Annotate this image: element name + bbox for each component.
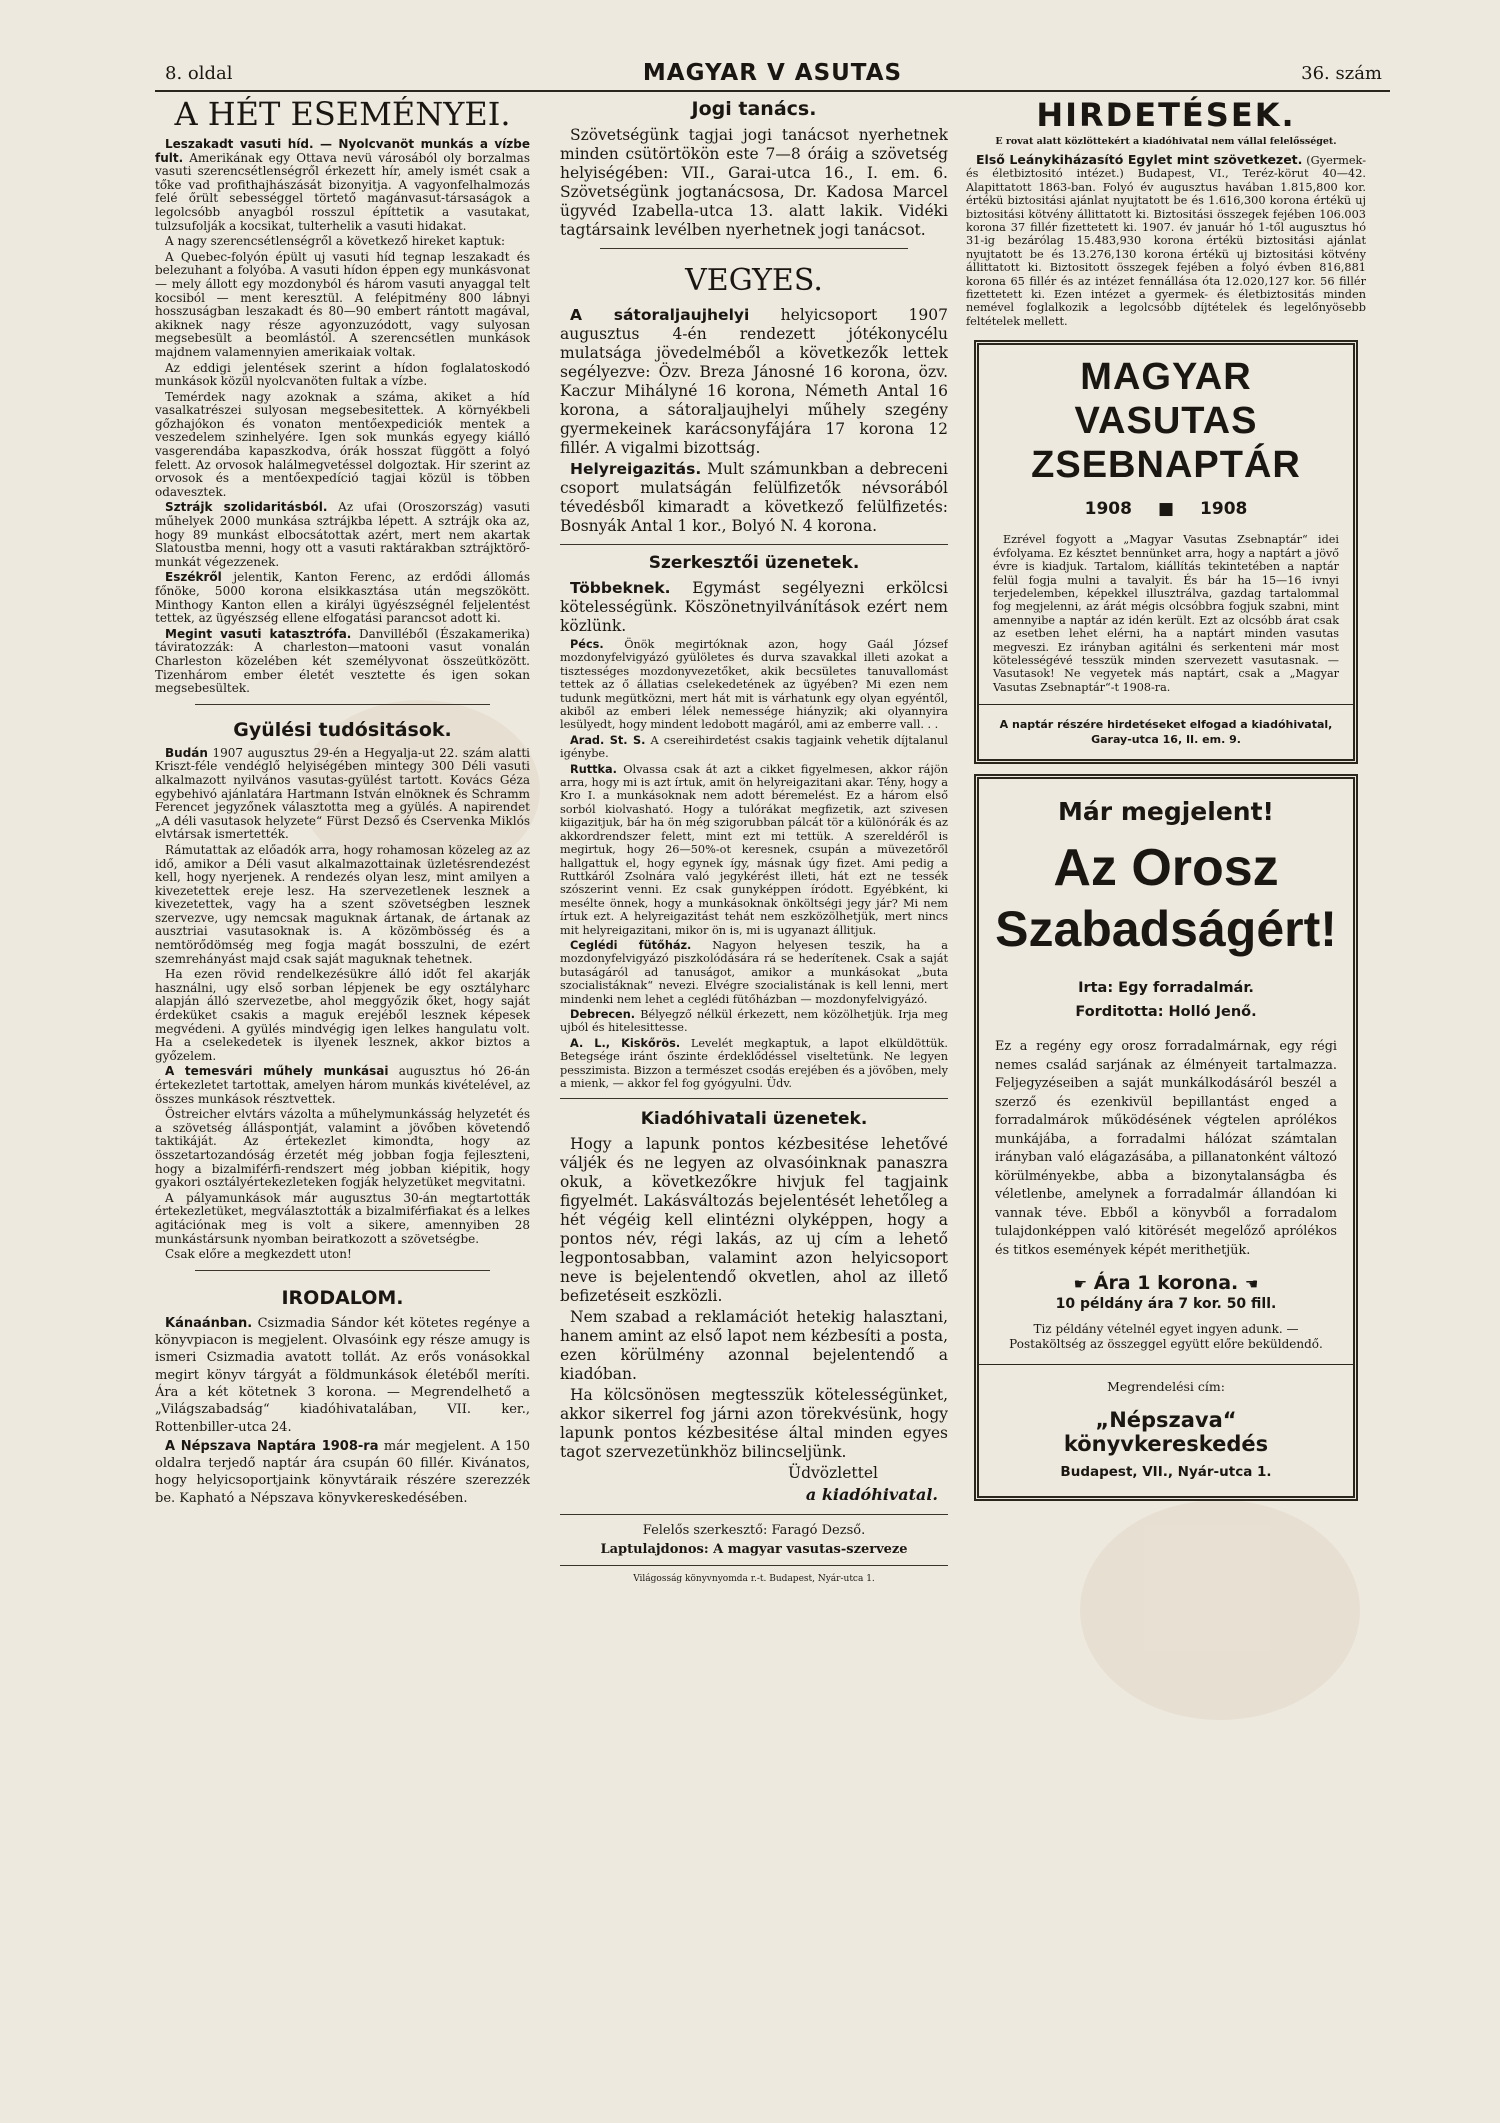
article-lead: Debrecen.: [570, 1007, 636, 1021]
article-lead: Első Leánykiházasító Egylet mint szövetkezet.: [976, 152, 1303, 167]
pointing-hand-icon: ☛: [1073, 1275, 1088, 1294]
article-paragraph: [560, 763, 948, 937]
article-lead: A temesvári műhely munkásai: [165, 1064, 389, 1079]
article-paragraph: [560, 460, 948, 536]
article-lead: A sátoraljaujhelyi: [570, 306, 750, 324]
book-announcement: Már megjelent!: [1058, 797, 1274, 827]
article-lead: Eszékről: [165, 570, 222, 585]
article-paragraph: [155, 1438, 530, 1507]
issue-number: 36. szám: [1301, 63, 1382, 84]
divider: [195, 1270, 490, 1271]
divider: [195, 704, 490, 705]
article-paragraph: Temérdek nagy azoknak a száma, akiket a híd vasalkatrészei sulyosan megsebesitettek. A környékbeli gőzhajókon és vonaton mentőexpediciók mentek a veszedelem szinhelyére. Igen sok munkás egyegy kiálló vasgerendába kapaszkodva, órák hosszat függött a folyó felett. Az orvosok halálmegvetéssel dolgoztak. Hir szerint az orvosok és a mentőexpedíció tagjai közül is többen odavesztek.: [155, 389, 530, 499]
article-lead: Pécs.: [570, 638, 604, 651]
masthead-title: MAGYAR V ASUTAS: [642, 60, 903, 86]
article-text: Az ufai (Oroszország) vasuti műhelyek 2000 munkása sztrájkba lépett. A sztrájk oka az, hogy 89 munkást elbocsátottak azért, mert nem akartak Slatoustba menni, hogy ott a vasuti raktárakban sztrájktörő-munkát végezzenek.: [155, 500, 530, 569]
article-paragraph: Csak előre a megkezdett uton!: [165, 1247, 352, 1262]
calendar-ad-box: [974, 340, 1358, 764]
article-text: 1907 augusztus 29-én a Hegyalja-ut 22. szám alatti Kriszt-féle vendéglő helyiségében mintegy 300 Déli vasuti alkalmazott nyilvános vasutas-gyülést tartott. Kovács Géza egybehivó ajánlatára Hartmann István elnöknek és Schramm Ferencet jegyzőnek választotta meg a gyülés. A napirendet „A déli vasutasok helyzete“ Fürst Dezső és Cservenka Miklós elvtársak ismertették.: [155, 745, 530, 842]
article-lead: Budán: [165, 745, 208, 760]
article-paragraph: Hogy a lapunk pontos kézbesitése lehetővé váljék és ne legyen az olvasóinknak panaszra okuk, a következőkre hivjuk fel tagjaink figyelmét. Lakásváltozás bejelentését lehetőleg a hét végéig kell elintézni olyképpen, hogy a pontos név, régi lakás, az uj cím a lehető legpontosabban, valamint azon helyicsoport neve is bejelentendő okvetlen, ahol az illető befizetéseit eszközli.: [560, 1135, 948, 1306]
article-paragraph: [155, 138, 530, 233]
article-paragraph: [560, 579, 948, 636]
article-lead: Ruttka.: [570, 762, 617, 776]
article-text: Olvassa csak át azt a cikket figyelmesen, akkor rájön arra, hogy mi is azt írtuk, amit ön helyreigazitani akar. Tény, hogy a Kro I. a munkásoknak nem adott béremelést. Ez a három első sorból kiolvasható. Hogy a tulórákat megfizetik, azt szivesen kiigazitjuk, bár ha ön még szigorubban pálcát tör a különórák és az akkordrendszer felett, mint ezt mi tettük. A szereldéről is megirtuk, hogy 26—50%-ot keresnek, csupán a müvezetőről hallgattuk el, hogy egynek így, másnak úgy fizet. Ami pedig a Ruttkáról Zsolnára való jegykérést illeti, hát ezt ne tessék szószerint venni. Ez csak gunyképpen íródott. Egyébként, ki meséltе önnek, hogy a munkásoknak önköltségi jegy jár? Mi nem írtuk ezt. A helyreigazitást tehát nem eszközölhetjük, mert nincs mit helyreigazitani, mikor ön is, mi is ugyanazt állitjuk.: [560, 762, 948, 937]
article-text: Danvilléből (Északamerika) táviratozzák: A charleston—matooni vasut vonalán Charleston közelében két személyvonat összeütközött. Tizenhárom ember életét vesztette és igen sokan megsebesültek.: [155, 626, 530, 696]
article-text: Csizmadia Sándor két kötetes regénye a könyvpiacon is megjelent. Olvasóink egy része amugy is ismeri Csizmadia avatott tollát. Az erős vonásokkal megirt könyv tárgyát a földmunkások életéből meríti. Ára a két kötetnek 3 korona. — Megrendelhető a „Világszabadság“ kiadóhivatalában, VII. ker., Rottenbiller-utca 24.: [155, 1315, 530, 1435]
signature: a kiadóhivatal.: [805, 1485, 938, 1505]
article-lead: Leszakadt vasuti híd. — Nyolcvanöt munkás a vízbe fult.: [155, 137, 530, 165]
book-ad-box: [974, 774, 1358, 1501]
article-lead: A. L., Kiskőrös.: [570, 1036, 681, 1050]
article-paragraph: [155, 501, 530, 569]
article-text: Egymást segélyezni erkölcsi kötelességünk. Köszönetnyilvánítások ezért nem közlünk.: [560, 579, 948, 635]
article-paragraph: A nagy szerencsétlenségről a következő hireket kaptuk:: [165, 234, 506, 249]
article-paragraph: [560, 1008, 948, 1035]
section-title-meetings: Gyülési tudósitások.: [233, 718, 452, 741]
article-paragraph: Östreicher elvtárs vázolta a műhelymunkásság helyzetét és a szövetség álláspontját, valamint a jövőben követendő taktikáját. Az értekezlet kimondta, hogy az összetartozandóság érzetét még jobban fogja fejleszteni, hogy a bizalmiférfi-rendszert még jobban kiépitik, hogy gyakori osztályértekezleteken fogják helyzetüket megvitatni.: [155, 1107, 530, 1190]
article-paragraph: [560, 1037, 948, 1091]
column-1: [155, 96, 530, 2016]
column-3: [966, 96, 1366, 2026]
calendar-title-2: ZSEBNAPTÁR: [1031, 444, 1301, 487]
article-text: augusztus hó 26-án értekezletet tartottak, amelyen három munkás kivételével, az összes munkások résztvettek.: [155, 1064, 530, 1106]
article-lead: Kánaánban.: [165, 1315, 253, 1331]
closing-greeting: Üdvözlettel: [788, 1464, 878, 1483]
page-header: [155, 58, 1390, 92]
article-text: Bélyegző nélkül érkezett, nem közölhetjük. Irja meg ujból és hitelesittesse.: [560, 1007, 948, 1035]
article-lead: Sztrájk szolidaritásból.: [165, 500, 328, 515]
article-paragraph: [155, 747, 530, 842]
year-left: 1908: [1084, 499, 1132, 520]
section-title-literature: IRODALOM.: [281, 1286, 404, 1309]
article-paragraph: [155, 628, 530, 696]
book-title-1: Az Orosz: [1053, 839, 1279, 898]
article-lead: Ceglédi fütőház.: [570, 938, 692, 952]
article-paragraph: A pályamunkások már augusztus 30-án megtartották értekezletüket, megválasztották a bizalmiférfiakat és a lelkes agitációnak meg is volt a sikere, amennyiben 28 munkástársunk nyomban beiratkozott a szövetségbe.: [155, 1190, 530, 1246]
book-credits: [995, 976, 1337, 1024]
divider: [600, 248, 908, 249]
section-title-events: A HÉT ESEMÉNYEI.: [174, 96, 511, 133]
article-text: jelentik, Kanton Ferenc, az erdődi állomás főnöke, 5000 korona elsikkasztása után megszökött. Minthogy Kanton ellen a királyi ügyészségnél feljelentést tettek, az ügyészség ellene elfogatási parancsot adott ki.: [155, 570, 530, 626]
calendar-description: Ezrével fogyott a „Magyar Vasutas Zsebnaptár“ idei évfolyama. Ez késztet bennünket arra, hogy a naptárt a jövő évre is kiadjuk. Tartalom, kiállítás tekintetében a naptár felül fogja mulni a tavalyit. És bár ha 15—16 ivnyi terjedelemben, képekkel illusztrálva, gazdag tartalommal fog megjelenni, az árát mégis olcsóbbra fogjuk szabni, mint amennyibe a naptár az idén került. Ezt az olcsóbb árat csak az esetben lehet elérni, ha a naptárt minden vasutas megveszi. Ez irányban agitálni és serkenteni már most kötelességévé tesszük minden szervezett vasutasnak. — Vasutasok! Ne vegyetek más naptárt, csak a „Magyar Vasutas Zsebnaptár“-t 1908-ra.: [993, 533, 1339, 694]
book-bulk-price: 10 példány ára 7 kor. 50 fill.: [1055, 1296, 1277, 1313]
article-text: helyicsoport 1907 augusztus 4-én rendezett jótékonycélu mulatsága jövedelméből a következők lettek segélyezve: Özv. Breza Jánosné 16 korona, özv. Kaczur Mihályné 16 korona, Németh Antal 16 korona, a sátoraljaujhelyi műhely szegény gyermekeinek karácsonyfájára 17 korona 12 fillér. A vigalmi bizottság.: [560, 306, 948, 457]
section-title-ads: HIRDETÉSEK.: [1036, 96, 1296, 134]
section-title-editorial: Szerkesztői üzenetek.: [648, 553, 860, 573]
book-description: Ez a regény egy orosz forradalmárnak, egy régi nemes család sarjának az élményeit tartalmazza. Feljegyzéseiben a saját munkálkodásáról beszél a szerző és ezenkivül bepillantást enged a forradalmárok működésének végtelen aprólékos munkájába, a forradalmi hálózat számtalan irányban való elágazásába, a pillanatonként változó körülményekbe, abba a bizonytalanságba és véletlenbe, amelynek a forradalmár állandóan ki vannak téve. Ebből a könyvből a forradalom tulajdonképpen való kitörését megelőző aprólékos és titkos események képét merithetjük.: [995, 1039, 1337, 1258]
responsible-editor: Felelős szerkesztő: Faragó Dezső.: [642, 1523, 866, 1539]
article-paragraph: [560, 638, 948, 732]
section-title-publisher: Kiadóhivatali üzenetek.: [640, 1109, 868, 1130]
article-paragraph: [560, 734, 948, 761]
book-price: [995, 1272, 1337, 1294]
section-title-legal: Jogi tanács.: [691, 98, 817, 120]
article-paragraph: [155, 1065, 530, 1106]
article-text: A csereihirdetést csakis tagjaink vehetik díjtalanul igénybe.: [560, 733, 948, 761]
article-lead: Megint vasuti katasztrófa.: [165, 626, 352, 641]
article-paragraph: [155, 1315, 530, 1436]
article-paragraph: [155, 571, 530, 625]
article-text: Mult számunkban a debreceni csoport mulatságán felülfizetők névsorából tévedésből kimaradt a következő felülfizetés: Bosnyák Antal 1 kor., Bolyó N. 4 korona.: [560, 460, 948, 535]
section-title-misc: VEGYES.: [685, 263, 823, 298]
article-text: Amerikának egy Ottava nevü városából oly borzalmas vasuti szerencsétlenségről érkezett hír, amely ismét csak a tőke vad profithajhászását bizonyitja. A vagyonfelhalmozás felé őrült sebességgel törtető magánvasut-társaságok a legolcsóbb anyagból rosszul építtetik a vasutakat, tulzsufolják a kocsikat, tulterhelik a vasuti hidakat.: [155, 150, 530, 233]
divider: [560, 1514, 948, 1515]
column-2: [560, 96, 948, 2016]
page-number: 8. oldal: [165, 63, 233, 84]
article-text: (Gyermek- és életbiztositó intézet.) Budapest, VI., Teréz-körut 40—42. Alapittatott 1863-ban. Folyó év augusztus havában 1.815,800 kor. értékü biztositási ajánlat nyujtatott be és 1.616,300 korona értékü uj biztositási kötvény állittatott ki. Biztositási összegek fejében 106.003 korona 37 fillér fizettetett ki. 1907. év január hó 1-től augusztus hó 31-ig bezárólag 15.483,930 korona értékü biztositási ajánlat nyujtatott be és 13.276,130 korona értékü uj biztositási kötvény állittatott ki. Biztositott összegek fejében a folyó évben 816,881 korona 65 fillér és az intézet fennállása óta 12.020,127 kor. 56 fillér fizettetett ki. Ezen intézet a gyermek- és életbiztositás minden nemével foglalkozik a legolcsóbb díjtételek és legelőnyösebb feltételek mellett.: [966, 154, 1366, 328]
book-offer-note: Tiz példány vételnél egyet ingyen adunk. — Postaköltség az összeggel együtt előre beküldendő.: [1009, 1322, 1323, 1352]
divider: [560, 544, 948, 545]
calendar-title-1: MAGYAR VASUTAS: [1074, 356, 1258, 443]
article-lead: A Népszava Naptára 1908-ra: [165, 1438, 379, 1454]
article-paragraph: Az eddigi jelentések szerint a hídon foglalatoskodó munkások közül nyolcvanöten fultak a vízbe.: [155, 360, 530, 389]
calendar-ad-footer: A naptár részére hirdetéseket elfogad a kiadóhivatal, Garay-utca 16, II. em. 9.: [979, 704, 1353, 747]
article-lead: Arad. St. S.: [570, 733, 646, 747]
divider: [560, 1565, 948, 1566]
calendar-years: 1908 ■ 1908: [1084, 499, 1248, 520]
bookshop-address: Budapest, VII., Nyár-utca 1.: [1060, 1464, 1272, 1481]
pointing-hand-icon: ☚: [1244, 1275, 1259, 1294]
ads-disclaimer: E rovat alatt közlöttekért a kiadóhivatal nem vállal felelősséget.: [995, 136, 1337, 147]
bookshop-name: „Népszava“ könyvkereskedés: [1063, 1408, 1269, 1457]
article-paragraph: [560, 939, 948, 1006]
article-lead: Többeknek.: [570, 579, 671, 597]
book-translator: Forditotta: Holló Jenő.: [1075, 1004, 1257, 1021]
article-paragraph: A Quebec-folyón épült uj vasuti híd tegnap leszakadt és belezuhant a folyóba. A vasuti hídon éppen egy munkásvonat — mely állott egy mozdonyból és három vasuti anyaggal telt kocsiból — ment keresztül. A felépitmény 800 lábnyi hosszuságban leszakadt és 80—90 embert rántott magával, akiknek nagy része agyonzuzódott, vagy sulyosan megsebesült a beomlástól. A szerencsétlen munkások majdnem valamennyien amerikaiak voltak.: [155, 249, 530, 359]
divider: [560, 1098, 948, 1099]
article-text: Nagyon helyesen teszik, ha a mozdonyfelvigyázó piszkolódására rá se hederítenek. Csak a saját butaságáról ad tanuságot, amikor a munkásokat „buta szocialistáknak“ nevezi. Elvégre szocialistának is kell lenni, mert mindenki nem lehet a ceglédi fütőházban — mozdonyfelvigyázó.: [560, 938, 948, 1006]
article-paragraph: Ha kölcsönösen megtesszük kötelességünket, akkor sikerrel fog járni azon törekvésünk, hogy lapunk pontos kézbesitése által minden egyes tagot szervezetünkhöz bilincseljünk.: [560, 1386, 948, 1462]
article-paragraph: Nem szabad a reklamációt hetekig halasztani, hanem amint az első lapot nem kézbesíti a posta, ezen körülmény azonnal bejelentendő a kiadóban.: [560, 1308, 948, 1384]
article-text: már megjelent. A 150 oldalra terjedő naptár ára csupán 60 fillér. Kivánatos, hogy helyicsoportjaink könyvtáraik részére szerezzék be. Kapható a Népszava könyvkereskedésében.: [155, 1438, 530, 1506]
ad-paragraph: [966, 153, 1366, 328]
printer-line: Világosság könyvnyomda r.-t. Budapest, Nyár-utca 1.: [633, 1574, 875, 1585]
article-text: Levelét megkaptuk, a lapot elküldöttük. Betegsége iránt őszinte érdeklődéssel viseltetünk. Ne legyen pesszimista. Bizzon a természet csodás erejében és a jövőben, mely a mienk, — akkor fel fog gyógyulni. Üdv.: [560, 1036, 948, 1090]
article-text: Önök megirtóknak azon, hogy Gaál József mozdonyfelvigyázó gyülöletes és durva szavakkal illeti azokat a tisztességes mozdonyvezetőket, akik becsületes tanuvallomást tettek az ő állatias cselekedetének az ügyében? Mi ezen nem tudunk megütközni, mert hát mit is várhatunk egy olyan egyéntől, akiből az emberi lélek nemessége hiányzik; aki olyannyira lesülyedt, hogy mindent ledobott magáról, ami az emberre vall. . .: [560, 638, 948, 732]
order-address-label: Megrendelési cím:: [979, 1364, 1353, 1394]
article-paragraph: Szövetségünk tagjai jogi tanácsot nyerhetnek minden csütörtökön este 7—8 óráig a szövetség helyiségében: VII., Garai-utca 16., I. em. 6. Szövetségünk jogtanácsosa, Dr. Kadosa Marcel ügyvéd Izabella-utca 13. alatt lakik. Vidéki tagtársaink levélben nyerhetnek jogi tanácsot.: [560, 126, 948, 239]
book-title-2: Szabadságért!: [995, 901, 1337, 958]
book-author: Irta: Egy forradalmár.: [1078, 980, 1254, 997]
article-paragraph: Ha ezen rövid rendelkezésükre álló időt fel akarják használni, ugy első sorban lépjenek be egy osztályharc alapján álló szervezetbe, ahol meggyőzik őket, hogy saját érdeküket csakis a maguk erejéből lesznek képesek megvédeni. A gyülés mindvégig igen lelkes hangulatu volt. Ha a cselekedetek is ilyenek lesznek, akkor biztos a győzelem.: [155, 967, 530, 1063]
article-lead: Helyreigazitás.: [570, 460, 702, 478]
year-right: 1908: [1200, 499, 1248, 520]
article-paragraph: Rámutattak az előadók arra, hogy rohamosan közeleg az az idő, amikor a Déli vasut alkalmazottainak üzletésrendezést kell, hogy nyerjenek. A rendezés olyan lesz, mint amilyen a kivezetettek ereje lesz. Ha szervezetlenek lesznek a kivezetettek, vagy ha a szent szövetségben lesznek szervezve, ugy nemcsak maguknak ártanak, de ártanak az ausztriai vasutasoknak is. A közömbösség és a nemtörődömség meg fogja magát bosszulni, de ezért szemrehányást majd csak saját maguknak tehetnek.: [155, 842, 530, 966]
book-price-text: Ára 1 korona.: [1093, 1272, 1239, 1295]
publisher-owner: Laptulajdonos: A magyar vasutas-szerveze: [600, 1542, 908, 1558]
article-paragraph: [560, 306, 948, 458]
